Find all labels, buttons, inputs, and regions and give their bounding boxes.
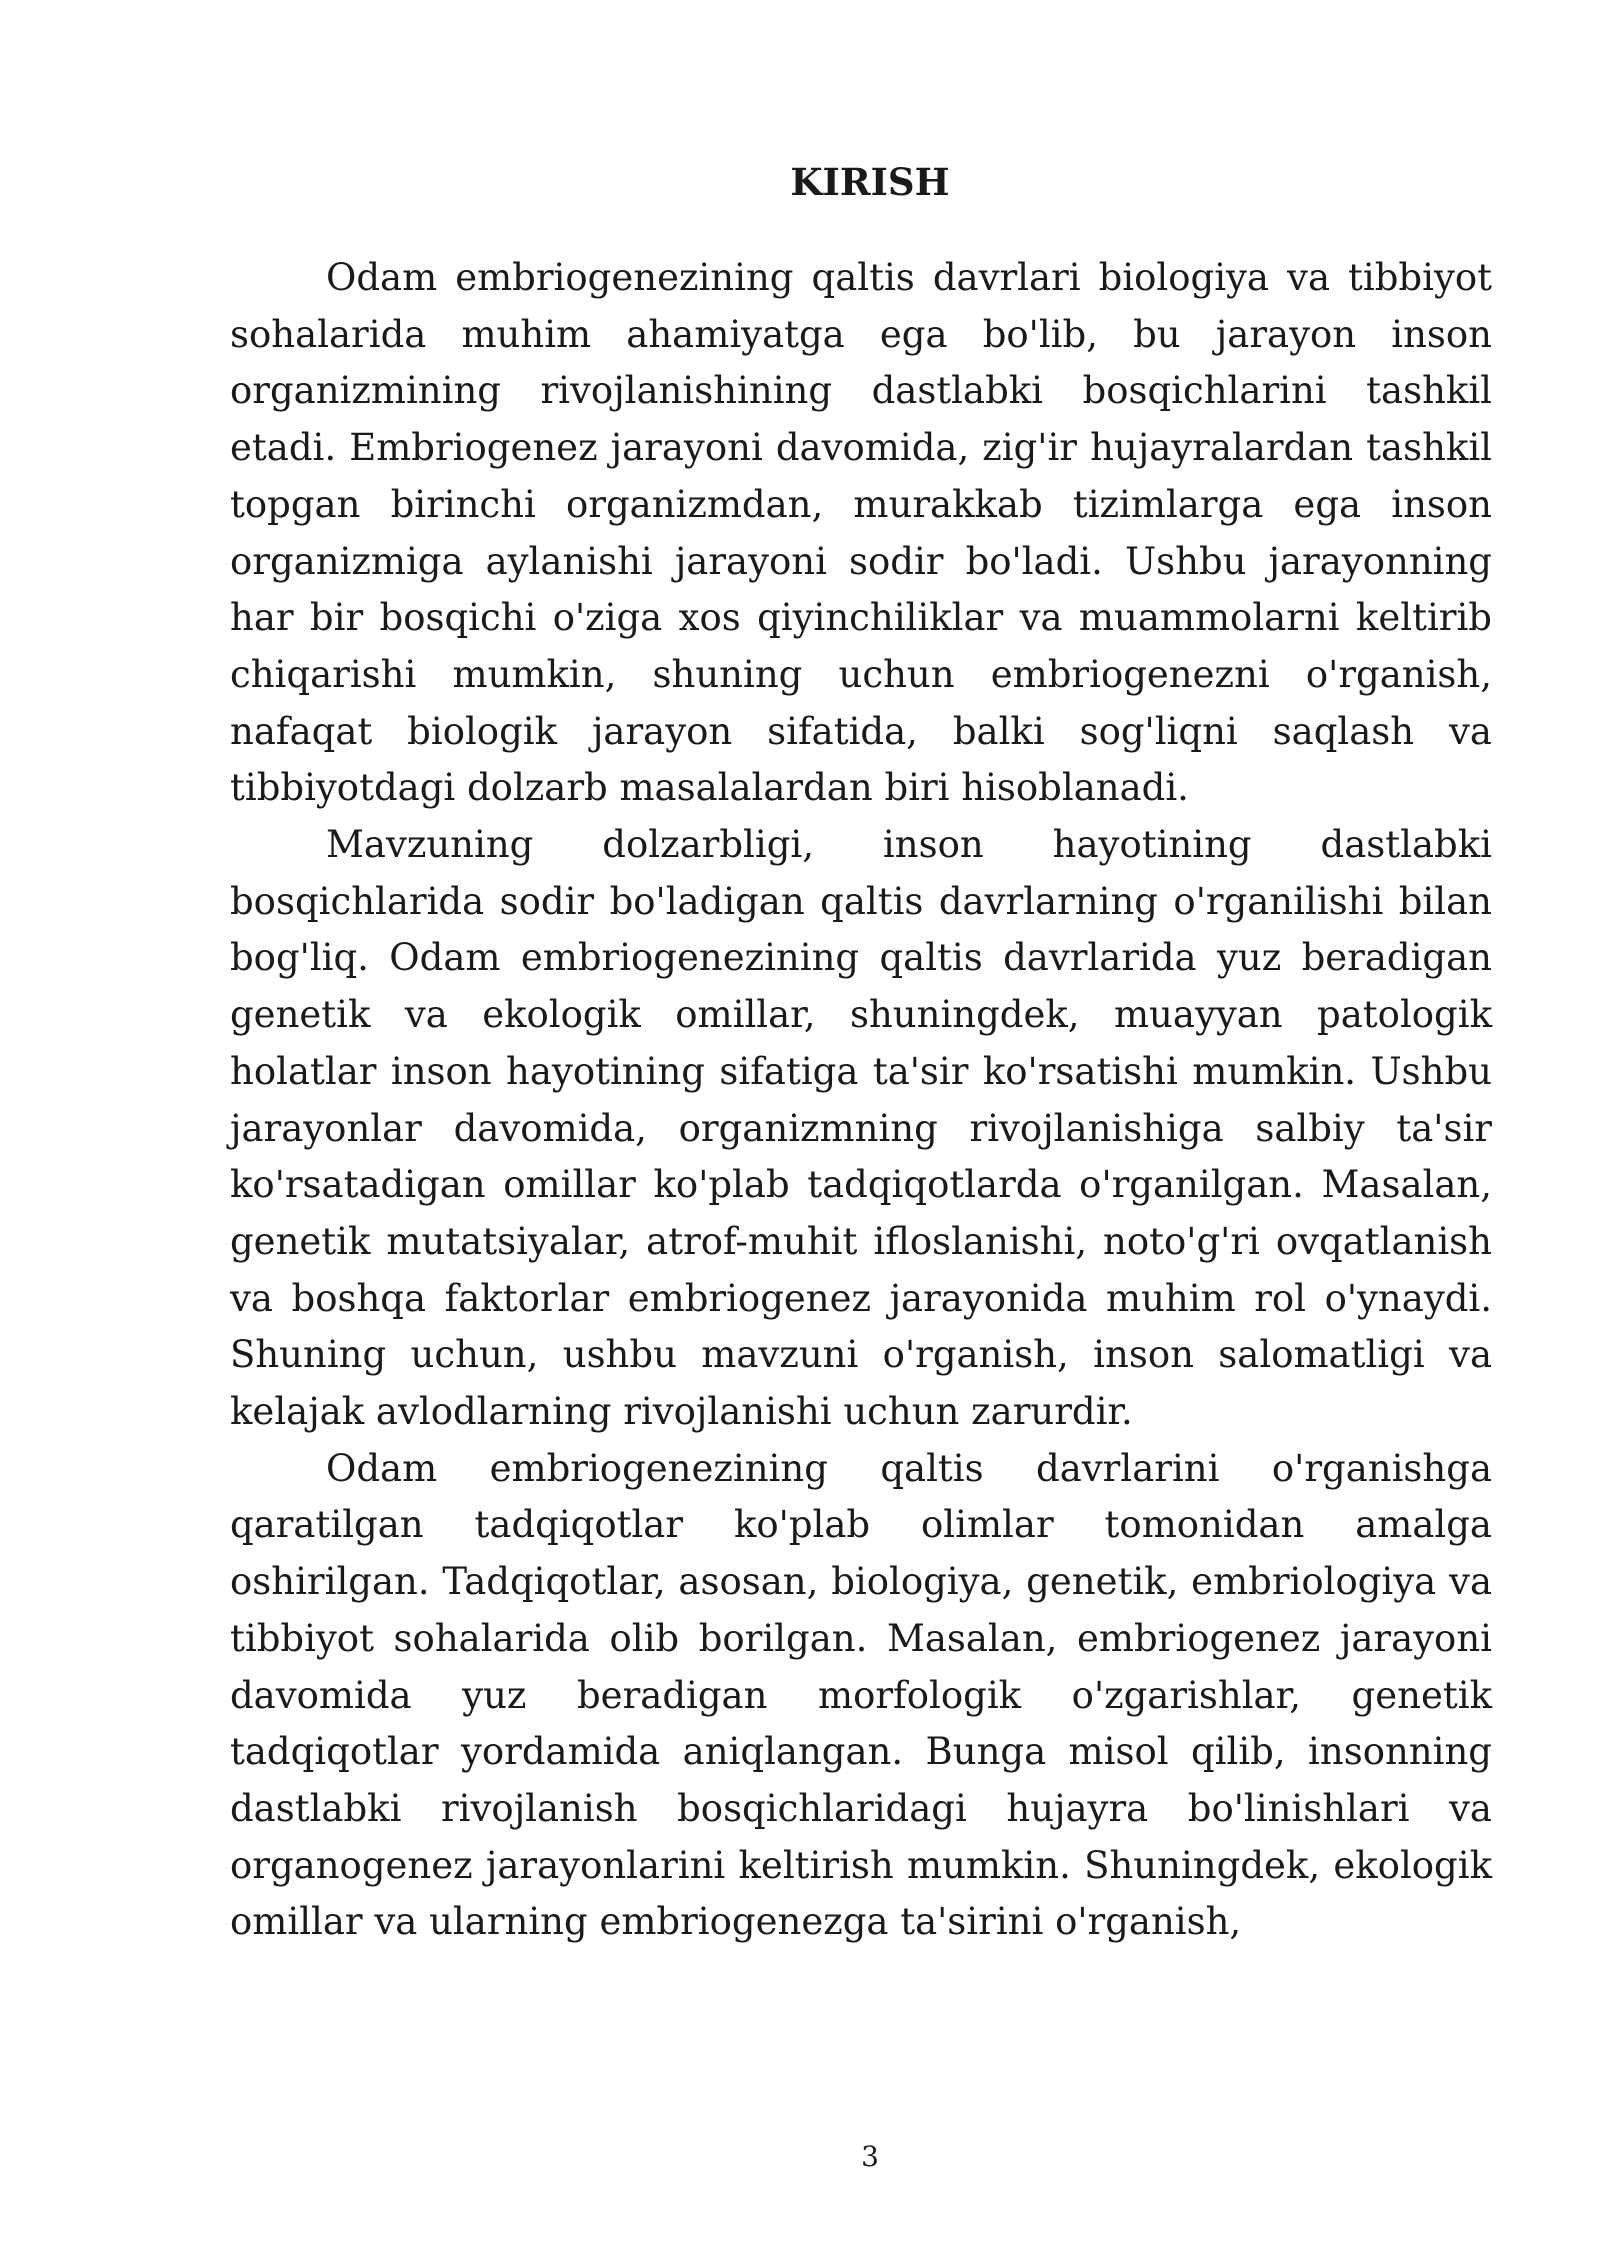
paragraph-3: Odam embriogenezining qaltis davrlarini o'rganishga qaratilgan tadqiqotlar ko'plab olimlar tomonidan amalga oshirilgan. Tadqiqotlar, asosan, biologiya, genetik, embriologiya va tibbiyot sohalarida olib borilgan. Masalan, embriogenez jarayoni davomida yuz beradigan morfologik o'zgarishlar, genetik tadqiqotlar yordamida aniqlangan. Bunga misol qilib, insonning dastlabki rivojlanish bosqichlaridagi hujayra bo'linishlari va organogenez jarayonlarini keltirish mumkin. Shuningdek, ekologik omillar va ularning embriogenezga ta'sirini o'rganish,	[230, 1446, 1492, 1944]
paragraph-1: Odam embriogenezining qaltis davrlari biologiya va tibbiyot sohalarida muhim ahamiyatga ega bo'lib, bu jarayon inson organizmining rivojlanishining dastlabki bosqichlarini tashkil etadi. Embriogenez jarayoni davomida, zig'ir hujayralardan tashkil topgan birinchi organizmdan, murakkab tizimlarga ega inson organizmiga aylanishi jarayoni sodir bo'ladi. Ushbu jarayonning har bir bosqichi o'ziga xos qiyinchiliklar va muammolarni keltirib chiqarishi mumkin, shuning uchun embriogenezni o'rganish, nafaqat biologik jarayon sifatida, balki sog'liqni saqlash va tibbiyotdagi dolzarb masalalardan biri hisoblanadi.	[230, 256, 1492, 810]
paragraph-2: Mavzuning dolzarbligi, inson hayotining dastlabki bosqichlarida sodir bo'ladigan qaltis davrlarning o'rganilishi bilan bog'liq. Odam embriogenezining qaltis davrlarida yuz beradigan genetik va ekologik omillar, shuningdek, muayyan patologik holatlar inson hayotining sifatiga ta'sir ko'rsatishi mumkin. Ushbu jarayonlar davomida, organizmning rivojlanishiga salbiy ta'sir ko'rsatadigan omillar ko'plab tadqiqotlarda o'rganilgan. Masalan, genetik mutatsiyalar, atrof-muhit ifloslanishi, noto'g'ri ovqatlanish va boshqa faktorlar embriogenez jarayonida muhim rol o'ynaydi. Shuning uchun, ushbu mavzuni o'rganish, inson salomatligi va kelajak avlodlarning rivojlanishi uchun zarurdir.	[230, 823, 1492, 1434]
section-heading: KIRISH	[790, 160, 950, 204]
page-number: 3	[861, 2140, 879, 2173]
body-text	[230, 250, 1492, 1951]
